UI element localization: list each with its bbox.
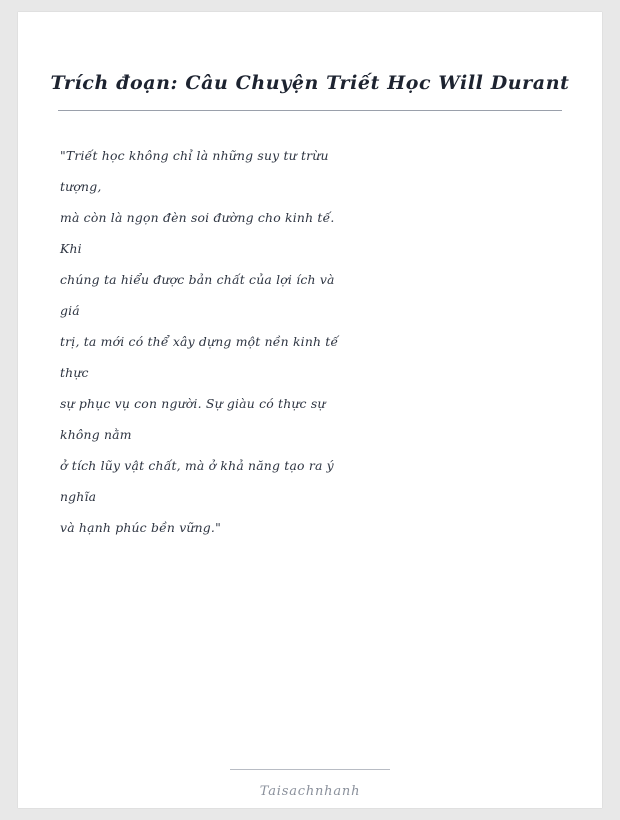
quote-line: chúng ta hiểu được bản chất của lợi ích và <box>60 272 335 287</box>
quote-line: giá <box>60 303 80 318</box>
quote-line: mà còn là ngọn đèn soi đường cho kinh tế. Khi <box>60 210 339 256</box>
quote-line: ở tích lũy vật chất, mà ở khả năng tạo ra ý <box>60 458 334 473</box>
quote-line: không nằm <box>60 427 132 442</box>
quote-line: và hạnh phúc bền vững." <box>60 520 221 535</box>
footer-divider <box>230 769 390 770</box>
quote-line: tượng, <box>60 179 102 194</box>
quote-line: nghĩa <box>60 489 97 504</box>
quote-line: sự phục vụ con người. Sự giàu có thực sự <box>60 396 326 411</box>
document-body <box>18 12 602 808</box>
footer-attribution: Taisachnhanh <box>259 784 361 799</box>
document-page <box>18 12 602 808</box>
title-divider <box>58 110 562 111</box>
quote-line: trị, ta mới có thể xây dựng một nền kinh tế <box>60 334 339 349</box>
quote-line: "Triết học không chỉ là những suy tư trừu <box>60 148 329 163</box>
page-title: Trích đoạn: Câu Chuyện Triết Học Will Durant <box>50 72 570 94</box>
quote-block <box>60 140 360 543</box>
quote-line: thực <box>60 365 89 380</box>
